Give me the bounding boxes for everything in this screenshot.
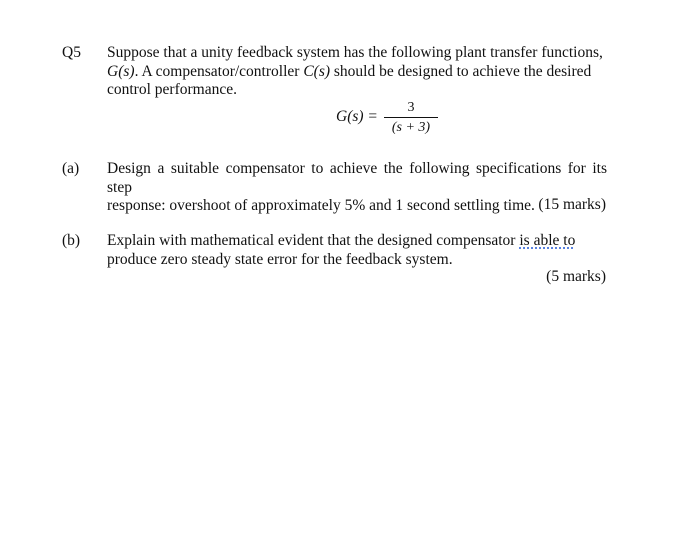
intro-line-3: control performance.	[107, 81, 237, 98]
part-b-flagged-phrase: is able to	[519, 232, 576, 249]
part-b-text	[107, 232, 607, 269]
part-b-marks: (5 marks)	[546, 268, 606, 285]
part-b-line-2: produce zero steady state error for the feedback system.	[107, 250, 453, 268]
intro-line-1: Suppose that a unity feedback system has the following plant transfer functions,	[107, 44, 603, 61]
transfer-function-equation	[336, 100, 456, 140]
controller-symbol: C(s)	[303, 62, 331, 80]
equation-numerator: 3	[407, 100, 415, 115]
equation-fraction	[384, 100, 438, 136]
part-b-line-1	[107, 232, 607, 251]
part-a-line-2: response: overshoot of approximately 5% and 1 second settling time.	[107, 197, 535, 214]
intro-line-2-text-a: . A compensator/controller	[134, 62, 304, 80]
equation-lhs: G(s) =	[336, 108, 378, 125]
part-a-marks: (15 marks)	[538, 196, 606, 213]
part-a-label: (a)	[62, 160, 80, 177]
intro-line-2	[107, 63, 607, 82]
equation-denominator: (s + 3)	[391, 120, 431, 135]
question-intro	[107, 44, 607, 100]
question-number: Q5	[62, 44, 81, 61]
part-b-line-1-text: Explain with mathematical evident that the designed compensator	[107, 232, 520, 249]
fraction-bar	[384, 117, 438, 118]
part-b-label: (b)	[62, 232, 81, 249]
intro-line-2-text-b: should be designed to achieve the desired	[330, 62, 592, 80]
part-a-line-1: Design a suitable compensator to achieve the following specifications for its step	[107, 160, 607, 196]
part-a-text	[107, 160, 607, 216]
plant-symbol: G(s)	[107, 62, 135, 80]
